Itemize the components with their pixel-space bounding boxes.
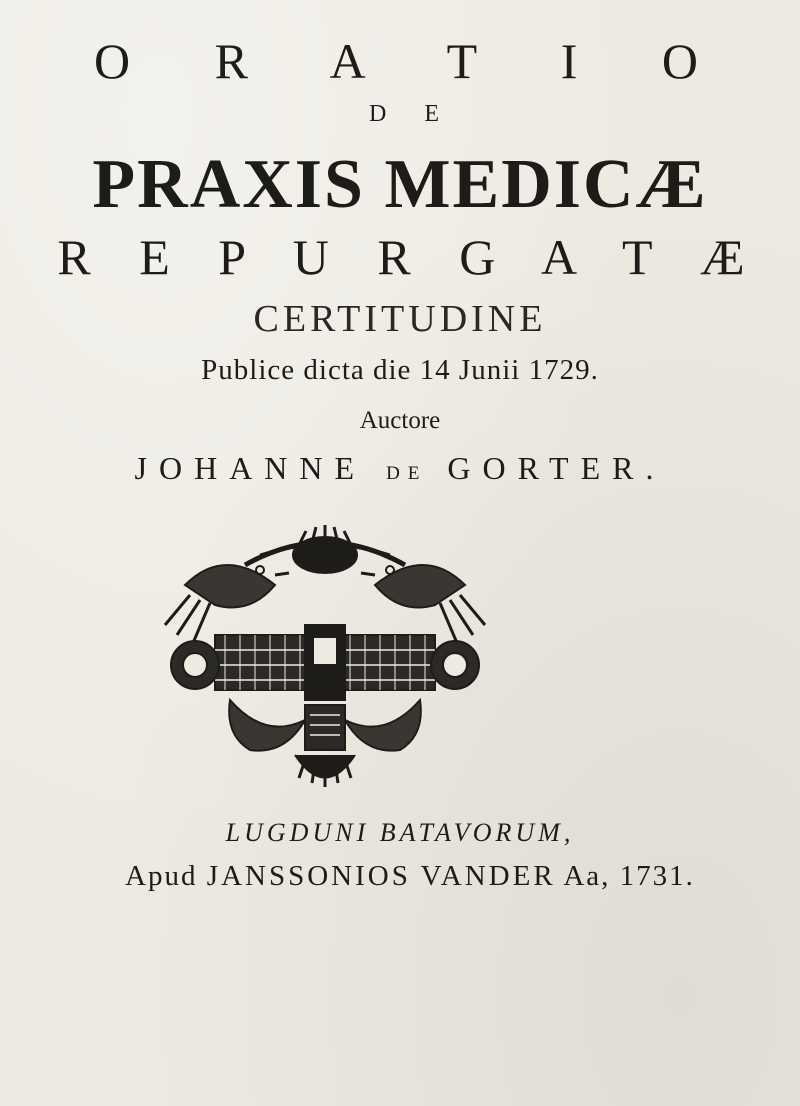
title-repurgatae: R E P U R G A T Æ [57,229,763,285]
imprint-place: LUGDUNI BATAVORUM, [225,818,575,847]
printers-device-birds-basket-icon [155,525,495,795]
author-first-name: JOHANNE [134,450,367,486]
author-name [0,452,800,484]
imprint-year: Aa, 1731. [563,860,695,892]
imprint-prefix: Apud [125,860,198,892]
author-particle: DE [386,463,428,484]
imprint-printer: JANSSONIOS VANDER [206,860,556,892]
title-de: D E [369,101,455,127]
author-last-name: GORTER. [447,450,666,486]
title-oratio: O R A T I O [93,33,735,89]
title-certitudine: CERTITUDINE [253,298,547,340]
imprint-line [0,862,800,891]
title-praxis-medicae: PRAXIS MEDICÆ [92,146,708,223]
auctore-label: Auctore [359,407,441,434]
delivery-date-line: Publice dicta die 14 Junii 1729. [201,354,599,386]
